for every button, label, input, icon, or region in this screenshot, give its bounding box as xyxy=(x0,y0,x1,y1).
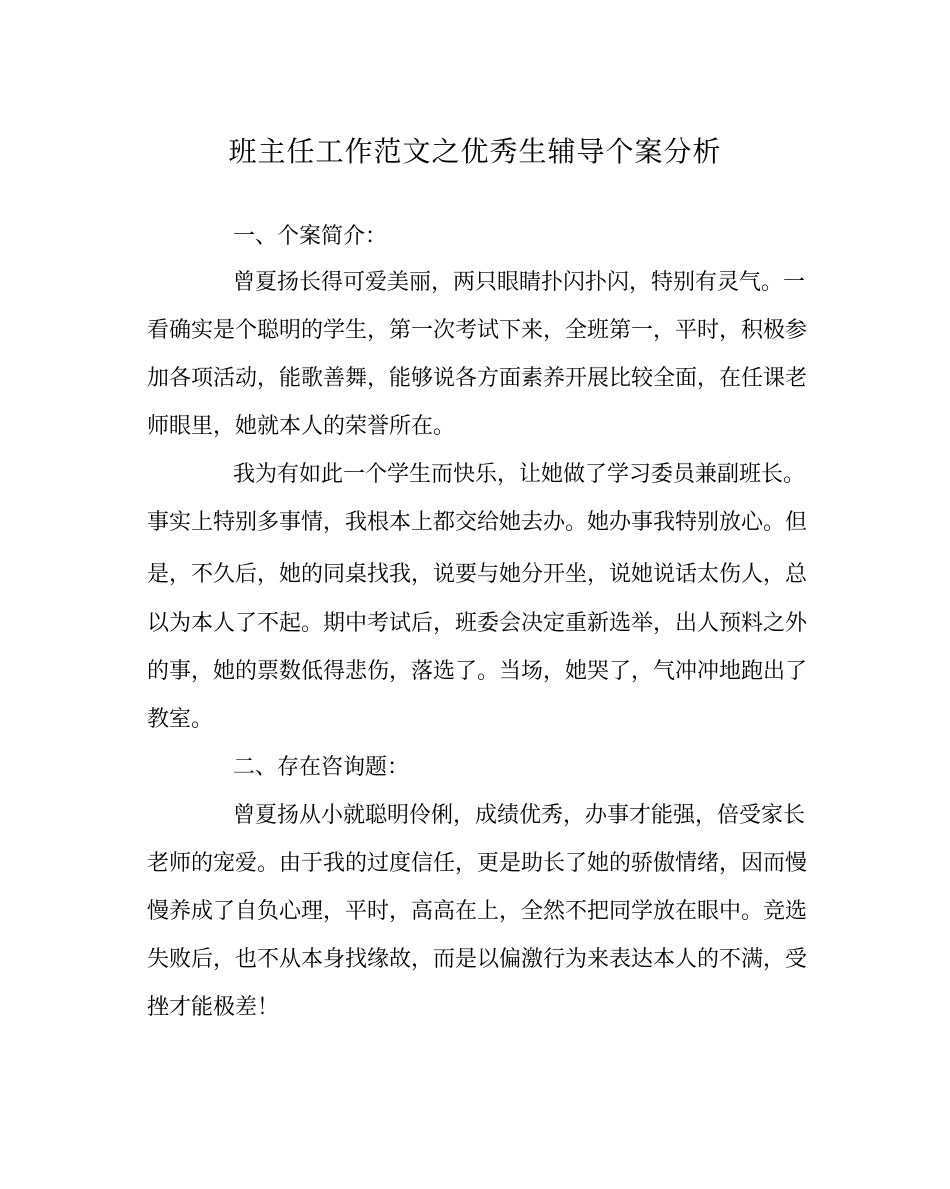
paragraph-line: 老师的宠爱。由于我的过度信任，更是助长了她的骄傲情绪，因而慢 xyxy=(147,851,808,876)
paragraph-line: 看确实是个聪明的学生，第一次考试下来，全班第一，平时，积极参 xyxy=(147,318,808,343)
section-heading: 二、存在咨询题： xyxy=(233,755,410,780)
paragraph-line: 我为有如此一个学生而快乐，让她做了学习委员兼副班长。 xyxy=(233,462,806,487)
paragraph-line: 加各项活动，能歌善舞，能够说各方面素养开展比较全面，在任课老 xyxy=(147,366,808,391)
paragraph-line: 以为本人了不起。期中考试后，班委会决定重新选举，出人预料之外 xyxy=(147,611,808,636)
paragraph-line: 是，不久后，她的同桌找我，说要与她分开坐，说她说话太伤人，总 xyxy=(147,562,808,587)
paragraph-line: 失败后，也不从本身找缘故，而是以偏激行为来表达本人的不满，受 xyxy=(147,947,808,972)
paragraph-line: 挫才能极差！ xyxy=(147,995,280,1020)
paragraph-line: 曾夏扬长得可爱美丽，两只眼睛扑闪扑闪，特别有灵气。一 xyxy=(233,270,806,295)
document-title: 班主任工作范文之优秀生辅导个案分析 xyxy=(228,135,722,168)
paragraph-line: 师眼里，她就本人的荣誉所在。 xyxy=(147,414,456,439)
paragraph-line: 的事，她的票数低得悲伤，落选了。当场，她哭了，气冲冲地跑出了 xyxy=(147,659,808,684)
paragraph-line: 事实上特别多事情，我根本上都交给她去办。她办事我特别放心。但 xyxy=(147,510,808,535)
paragraph-line: 教室。 xyxy=(147,707,214,732)
paragraph-line: 慢养成了自负心理，平时，高高在上，全然不把同学放在眼中。竞选 xyxy=(147,899,808,924)
section-heading: 一、个案简介： xyxy=(233,224,388,249)
paragraph-line: 曾夏扬从小就聪明伶俐，成绩优秀，办事才能强，倍受家长 xyxy=(233,803,806,828)
